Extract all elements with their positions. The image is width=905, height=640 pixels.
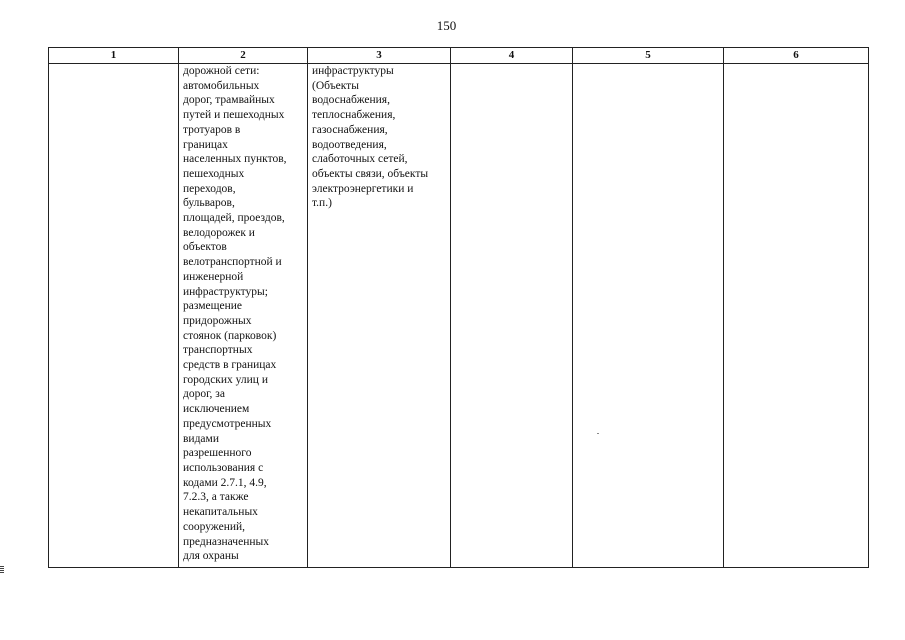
table-row	[49, 64, 869, 568]
column-header-5: 5	[573, 48, 724, 64]
cell-col-4	[451, 64, 573, 568]
page-number: 150	[436, 18, 457, 33]
column-header-3: 3	[308, 48, 451, 64]
cell-col-5	[573, 64, 724, 568]
column-header-6: 6	[724, 48, 869, 64]
scan-margin-mark	[0, 566, 4, 574]
document-table	[48, 47, 869, 568]
column-header-2: 2	[179, 48, 308, 64]
column-header-1: 1	[49, 48, 179, 64]
cell-col-6	[724, 64, 869, 568]
table-header-row	[49, 48, 869, 64]
cell-col-1	[49, 64, 179, 568]
cell-col-2-text: дорожной сети: автомобильных дорог, трамвайных путей и пешеходных тротуаров в границах населенных пунктов, пешеходных переходов, бульваров, площадей, проездов, велодорожек и объектов велотранспортной и инженерной инфраструктуры; размещение придорожных стоянок (парковок) транспортных средств в границах городских улиц и дорог, за исключением предусмотренных видами разрешенного использования с кодами 2.7.1, 4.9, 7.2.3, а также некапитальных сооружений, предназначенных для охраны	[183, 65, 287, 563]
cell-col-2	[179, 64, 308, 568]
cell-col-3	[308, 64, 451, 568]
column-header-4: 4	[451, 48, 573, 64]
cell-col-3-text: инфраструктуры (Объекты водоснабжения, теплоснабжения, газоснабжения, водоотведения, слаботочных сетей, объекты связи, объекты электроэнергетики и т.п.)	[312, 65, 429, 210]
scan-speck	[597, 433, 599, 434]
